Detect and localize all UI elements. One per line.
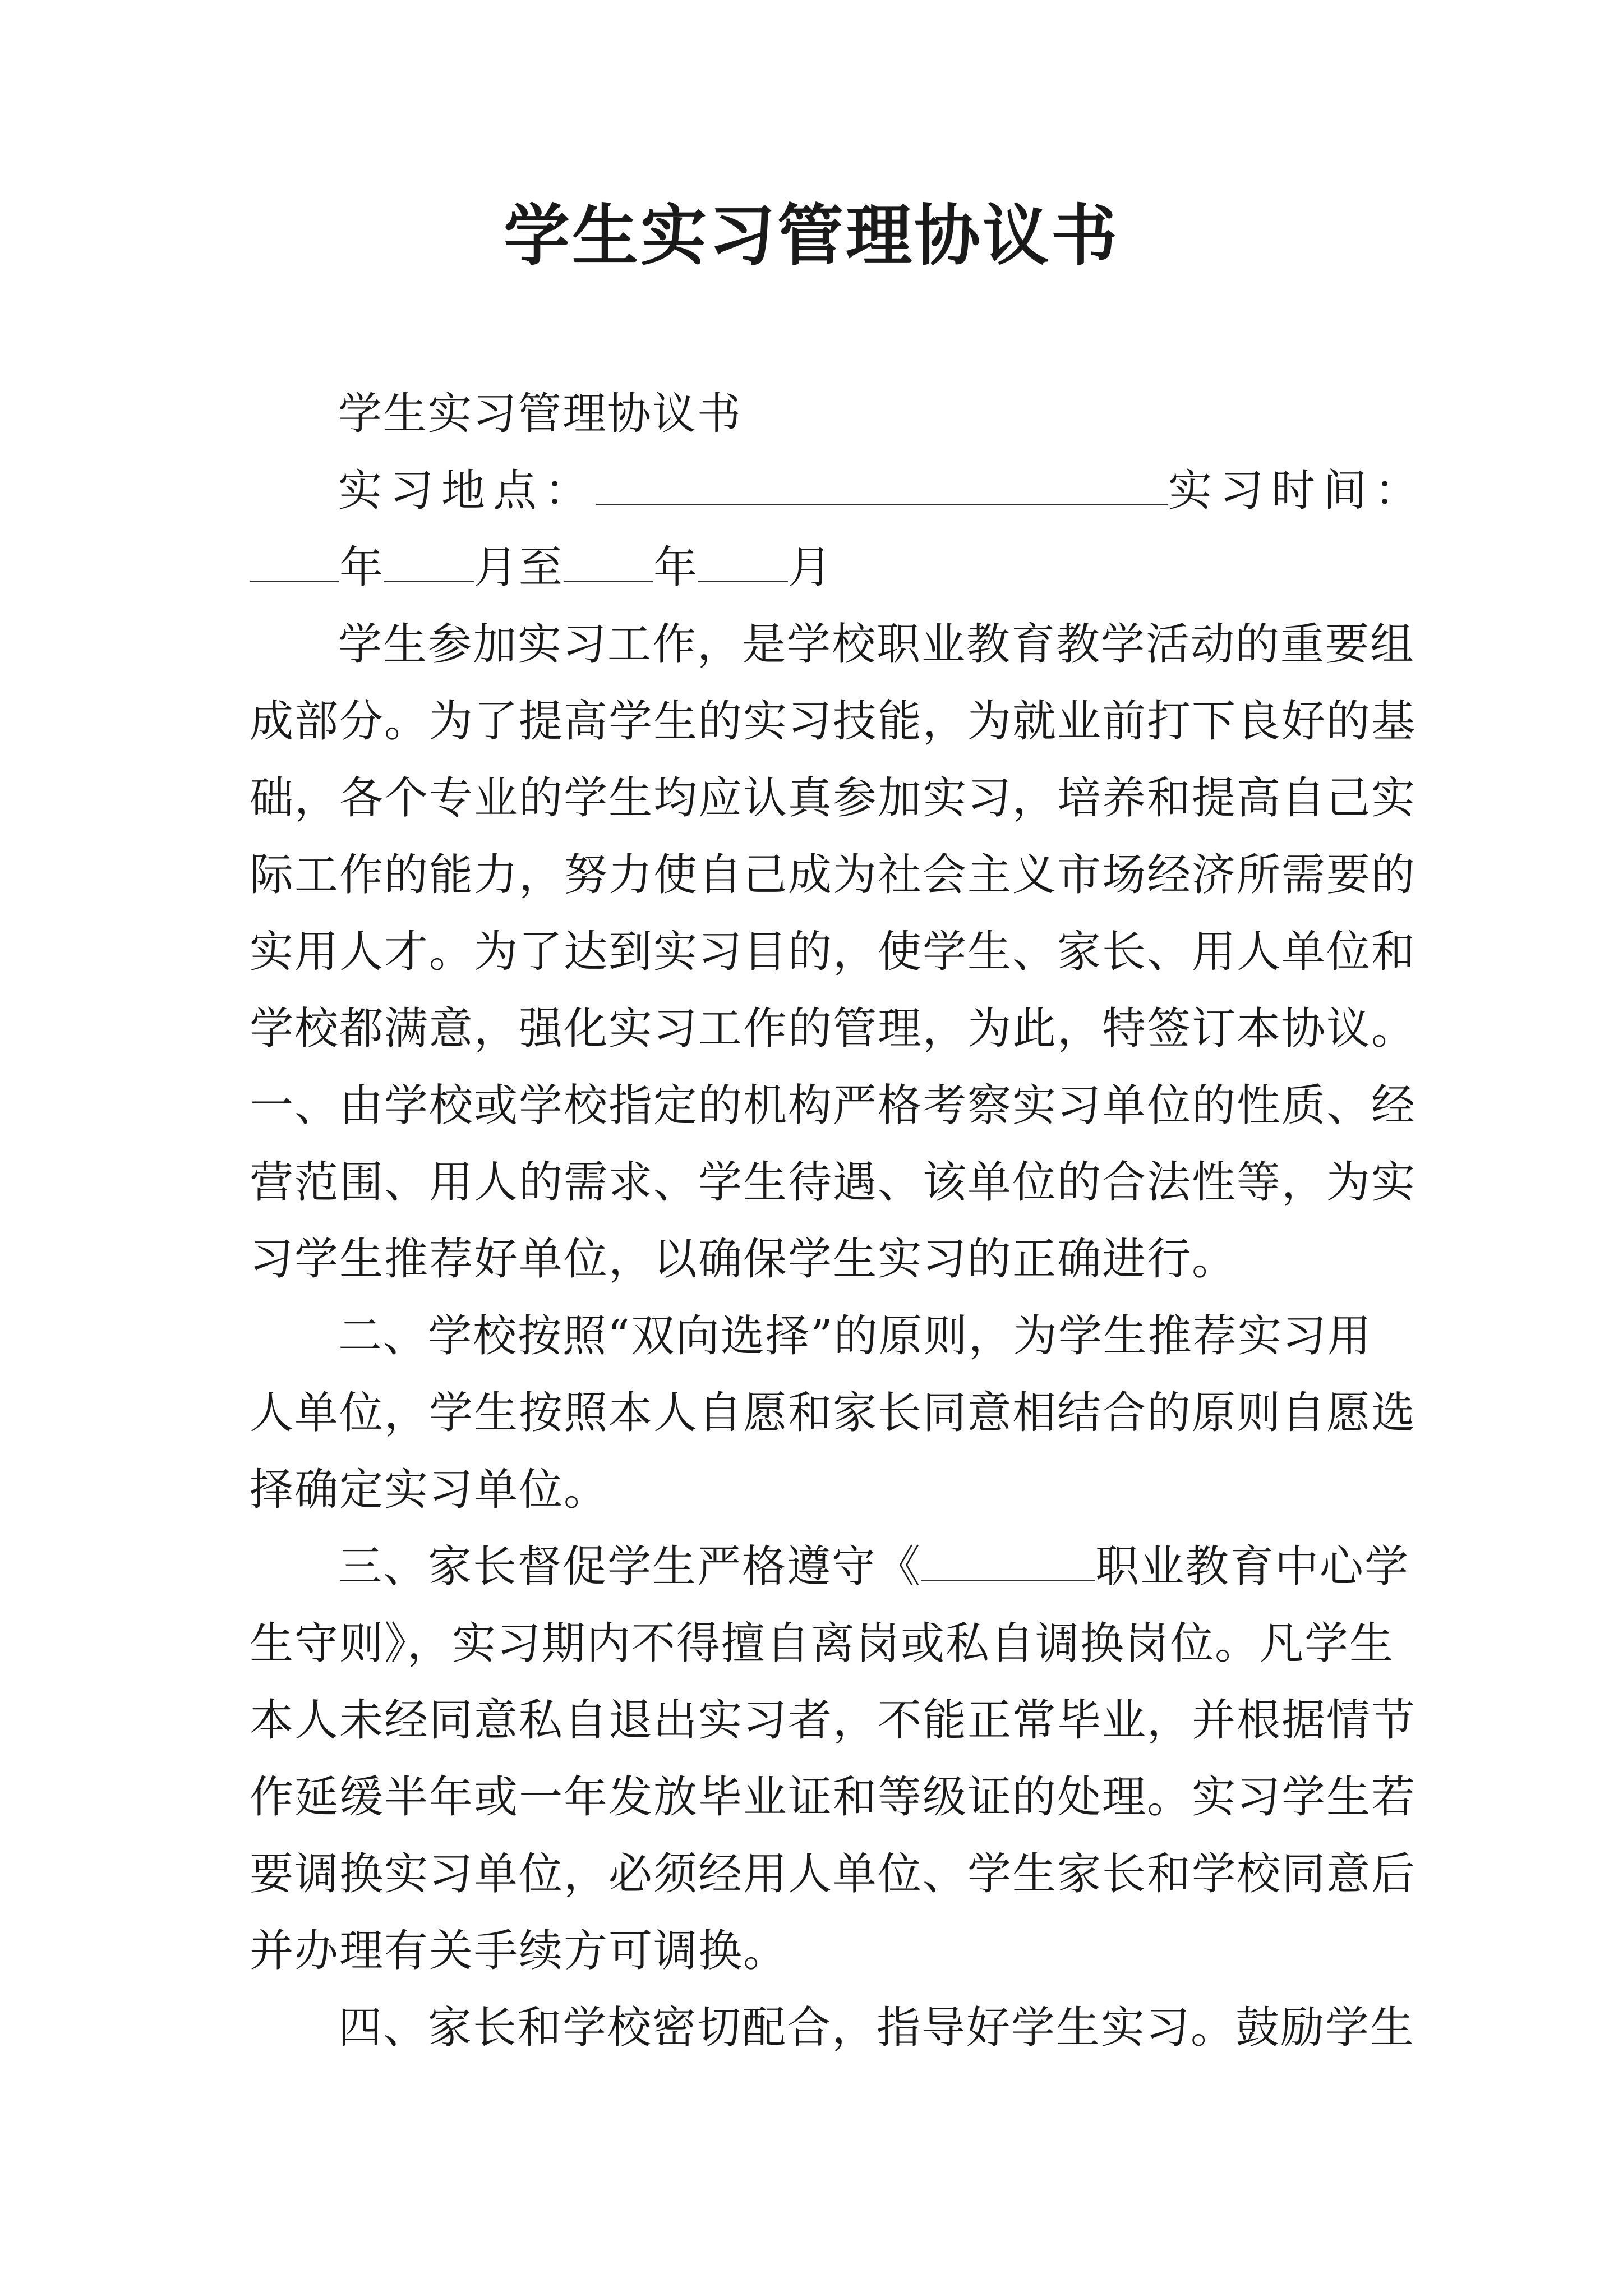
- paragraph-line: 择确定实习单位。: [250, 1465, 609, 1515]
- paragraph-line: 营范围、用人的需求、学生待遇、该单位的合法性等，为实: [250, 1157, 1417, 1208]
- paragraph-line: 四、家长和学校密切配合，指导好学生实习。鼓励学生: [338, 2003, 1415, 2053]
- clause-three-line: [250, 1529, 1410, 1605]
- paragraph-line: 习学生推荐好单位，以确保学生实习的正确进行。: [250, 1234, 1237, 1285]
- paragraph-line: 础，各个专业的学生均应认真参加实习，培养和提高自己实: [250, 773, 1417, 823]
- location-time-line: [250, 453, 1427, 530]
- paragraph-line: 生守则》，实习期内不得擅自离岗或私自调换岗位。凡学生: [250, 1618, 1395, 1669]
- start-month-blank[interactable]: [384, 540, 474, 582]
- end-month-blank[interactable]: [698, 540, 788, 582]
- paragraph-line: 成部分。为了提高学生的实习技能，为就业前打下良好的基: [250, 696, 1417, 747]
- end-month-label: 月: [788, 542, 833, 593]
- paragraph-line: 际工作的能力，努力使自己成为社会主义市场经济所需要的: [250, 850, 1417, 900]
- start-month-label: 月至: [474, 542, 564, 593]
- school-name-blank[interactable]: [921, 1539, 1095, 1581]
- paragraph-line: 一、由学校或学校指定的机构严格考察实习单位的性质、经: [250, 1080, 1417, 1131]
- date-range-line: [250, 530, 1394, 606]
- paragraph-line: 学校都满意，强化实习工作的管理，为此，特签订本协议。: [250, 1004, 1417, 1054]
- paragraph-line: 并办理有关手续方可调换。: [250, 1926, 789, 1976]
- start-year-blank[interactable]: [250, 540, 339, 582]
- start-year-label: 年: [339, 542, 385, 593]
- document-subtitle: 学生实习管理协议书: [338, 389, 743, 439]
- paragraph-line: 学生参加实习工作，是学校职业教育教学活动的重要组: [338, 619, 1415, 670]
- paragraph-line: 要调换实习单位，必须经用人单位、学生家长和学校同意后: [250, 1849, 1417, 1899]
- end-year-blank[interactable]: [564, 540, 653, 582]
- document-body: [250, 376, 1427, 2067]
- paragraph-line: 本人未经同意私自退出实习者，不能正常毕业，并根据情节: [250, 1695, 1417, 1746]
- clause-three-start: 三、家长督促学生严格遵守《: [338, 1542, 922, 1592]
- paragraph-line: 作延缓半年或一年发放毕业证和等级证的处理。实习学生若: [250, 1772, 1417, 1823]
- location-blank[interactable]: [596, 463, 1168, 505]
- paragraph-line: 二、学校按照“双向选择”的原则，为学生推荐实习用: [338, 1311, 1372, 1361]
- paragraph-line: 人单位，学生按照本人自愿和家长同意相结合的原则自愿选: [250, 1388, 1417, 1438]
- clause-three-end: 职业教育中心学: [1095, 1542, 1410, 1592]
- time-label: 实习时间：: [1168, 466, 1427, 516]
- paragraph-line: 实用人才。为了达到实习目的，使学生、家长、用人单位和: [250, 927, 1417, 977]
- document-title: 学生实习管理协议书: [503, 196, 1119, 274]
- location-label: 实习地点：: [338, 466, 597, 516]
- end-year-label: 年: [653, 542, 699, 593]
